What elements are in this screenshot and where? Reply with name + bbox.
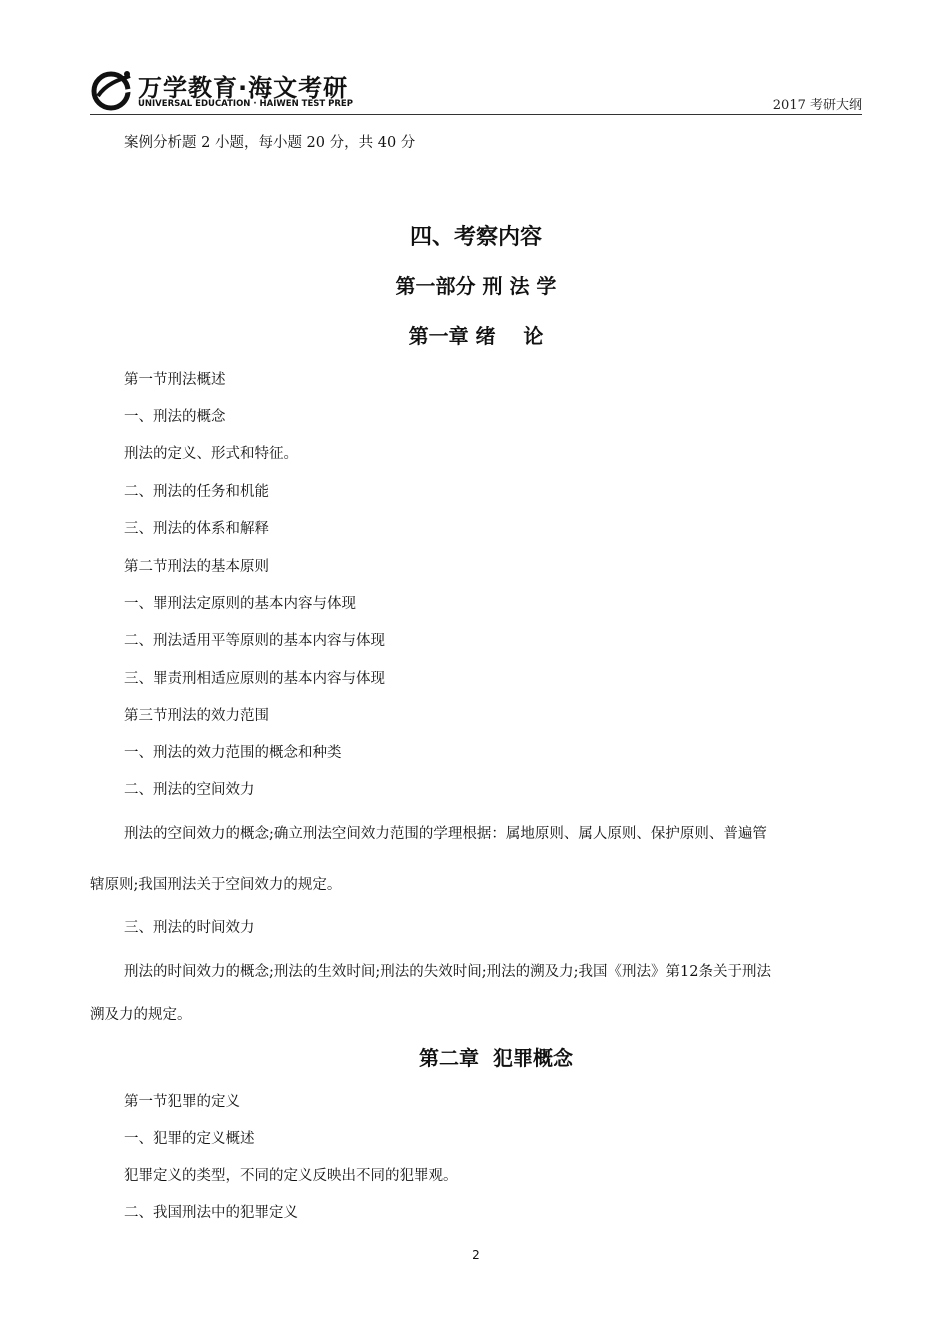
chapter-title: 第一章 绪 论	[408, 324, 544, 348]
outline-line: 第三节刑法的效力范围	[124, 708, 269, 724]
outline-line: 三、刑法的体系和解释	[124, 521, 269, 537]
outline-line: 三、罪责刑相适应原则的基本内容与体现	[124, 671, 385, 687]
section-title: 四、考察内容	[409, 225, 542, 250]
outline-line: 三、刑法的时间效力	[124, 920, 255, 936]
outline-line: 二、刑法的任务和机能	[124, 484, 269, 500]
chapter-title: 第二章 犯罪概念	[419, 1046, 573, 1070]
intro-line: 案例分析题 2 小题，每小题 20 分，共 40 分	[124, 135, 416, 151]
outline-line: 一、刑法的概念	[124, 409, 226, 425]
outline-line: 二、刑法适用平等原则的基本内容与体现	[124, 633, 385, 649]
brand-name-cn: 万学教育·海文考研	[138, 74, 349, 102]
brand-logo-icon	[90, 66, 136, 112]
outline-line: 二、我国刑法中的犯罪定义	[124, 1205, 298, 1221]
paragraph-line: 刑法的空间效力的概念;确立刑法空间效力范围的学理根据：属地原则、属人原则、保护原则、普遍管	[124, 826, 767, 842]
outline-line: 二、刑法的空间效力	[124, 782, 255, 798]
outline-line: 犯罪定义的类型，不同的定义反映出不同的犯罪观。	[124, 1168, 458, 1184]
paragraph-line: 刑法的时间效力的概念;刑法的生效时间;刑法的失效时间;刑法的溯及力;我国《刑法》第12条关于刑法	[124, 964, 771, 980]
outline-line: 一、犯罪的定义概述	[124, 1131, 255, 1147]
paragraph-line: 辖原则;我国刑法关于空间效力的规定。	[90, 877, 342, 893]
outline-line: 刑法的定义、形式和特征。	[124, 446, 298, 462]
paragraph-line: 溯及力的规定。	[90, 1007, 192, 1023]
outline-line: 第一节刑法概述	[124, 372, 226, 388]
document-title: 2017 考研大纲	[772, 98, 862, 113]
outline-line: 第二节刑法的基本原则	[124, 559, 269, 575]
part-title: 第一部分 刑 法 学	[395, 274, 557, 298]
brand-name-en: UNIVERSAL EDUCATION · HAIWEN TEST PREP	[138, 99, 353, 109]
outline-line: 第一节犯罪的定义	[124, 1094, 240, 1110]
brand-logo	[90, 66, 370, 110]
page-number: 2	[472, 1248, 480, 1262]
page-header	[90, 62, 862, 115]
outline-line: 一、罪刑法定原则的基本内容与体现	[124, 596, 356, 612]
outline-line: 一、刑法的效力范围的概念和种类	[124, 745, 342, 761]
